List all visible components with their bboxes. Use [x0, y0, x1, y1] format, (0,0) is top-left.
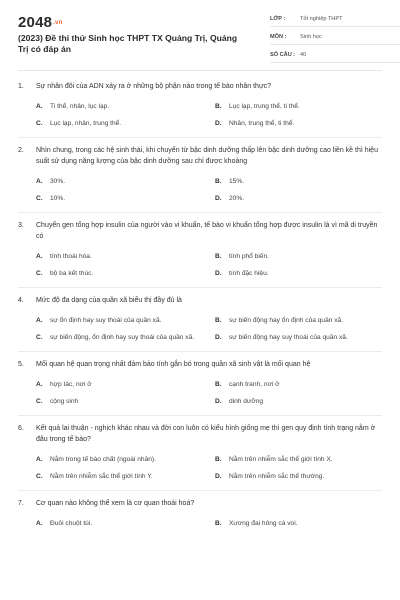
option-letter: D. — [215, 334, 222, 341]
option-a[interactable] — [36, 316, 211, 325]
option-text: sự ổn định hay suy thoái của quần xã. — [50, 317, 162, 324]
question-number: 5. — [18, 361, 24, 368]
option-a[interactable] — [36, 102, 211, 111]
meta-value: Tốt nghiệp THPT — [300, 16, 343, 22]
option-text: sự biến động hay ổn định của quần xã. — [229, 317, 344, 324]
option-text: 20%. — [229, 195, 245, 202]
option-letter: D. — [215, 270, 222, 277]
option-text: dinh dưỡng — [229, 398, 264, 405]
option-text: cộng sinh — [50, 398, 79, 405]
option-letter: B. — [215, 253, 222, 260]
option-text: Nhân, trung thể, ti thể. — [229, 120, 295, 127]
option-text: tính phổ biến. — [229, 253, 269, 260]
option-letter: A. — [36, 456, 43, 463]
question-2 — [18, 145, 382, 213]
option-letter: B. — [215, 520, 222, 527]
option-letter: B. — [215, 178, 222, 185]
option-text: Lục lạp, nhân, trung thể. — [50, 120, 122, 127]
exam-meta — [270, 12, 400, 66]
option-text: Nằm trên nhiễm sắc thể giới tính Y. — [50, 473, 153, 480]
question-text: Chuyển gen tổng hợp insulin của người vào vi khuẩn, tế bào vi khuẩn tổng hợp được insulin là vì mã di truyền có — [36, 222, 378, 240]
option-text: 10%. — [50, 195, 66, 202]
meta-label: SỐ CÂU : — [270, 52, 296, 58]
meta-value: Sinh học — [300, 34, 322, 40]
meta-row-subject — [270, 30, 400, 45]
option-d[interactable] — [215, 472, 390, 481]
option-letter: B. — [215, 381, 222, 388]
question-number: 1. — [18, 83, 24, 90]
option-letter: A. — [36, 103, 43, 110]
logo-main: 2048 — [18, 14, 53, 31]
option-a[interactable] — [36, 177, 211, 186]
option-letter: A. — [36, 253, 43, 260]
option-letter: C. — [36, 270, 43, 277]
option-letter: A. — [36, 520, 43, 527]
question-1 — [18, 81, 382, 138]
exam-title: (2023) Đề thi thử Sinh học THPT TX Quảng Trị, Quảng Trị có đáp án — [18, 33, 238, 54]
question-6 — [18, 423, 382, 491]
option-text: tính đặc hiệu. — [229, 270, 269, 277]
option-letter: D. — [215, 473, 222, 480]
question-7 — [18, 498, 382, 537]
option-c[interactable] — [36, 472, 211, 481]
option-letter: C. — [36, 195, 43, 202]
option-text: cạnh tranh, nơi ở — [229, 381, 280, 388]
option-letter: B. — [215, 456, 222, 463]
question-number: 4. — [18, 297, 24, 304]
option-c[interactable] — [36, 269, 211, 278]
option-c[interactable] — [36, 119, 211, 128]
option-list — [18, 316, 382, 342]
meta-label: LỚP : — [270, 16, 286, 22]
option-letter: D. — [215, 120, 222, 127]
option-text: sự biến động, ổn định hay suy thoái của quần xã. — [50, 334, 195, 341]
question-number: 7. — [18, 500, 24, 507]
option-b[interactable] — [215, 380, 390, 389]
option-text: bộ ba kết thúc. — [50, 270, 94, 277]
option-text: tính thoái hóa. — [50, 253, 92, 260]
option-a[interactable] — [36, 380, 211, 389]
option-list — [18, 455, 382, 481]
option-d[interactable] — [215, 194, 390, 203]
option-c[interactable] — [36, 194, 211, 203]
question-number: 3. — [18, 222, 24, 229]
option-c[interactable] — [36, 397, 211, 406]
option-letter: A. — [36, 317, 43, 324]
option-text: 30%. — [50, 178, 66, 185]
meta-value: 40 — [300, 52, 307, 58]
option-text: Xương đai hông cá voi. — [229, 520, 298, 527]
option-letter: D. — [215, 195, 222, 202]
option-text: Nằm trong tế bào chất (ngoài nhân). — [50, 456, 156, 463]
option-text: Ti thể, nhân, lục lạp. — [50, 103, 110, 110]
option-a[interactable] — [36, 519, 211, 528]
question-text: Mối quan hệ quan trọng nhất đảm bảo tính gắn bó trong quần xã sinh vật là mối quan hệ — [36, 361, 311, 368]
option-d[interactable] — [215, 269, 390, 278]
exam-header — [18, 0, 382, 71]
option-text: Nằm trên nhiễm sắc thể thường. — [229, 473, 325, 480]
option-letter: B. — [215, 317, 222, 324]
option-b[interactable] — [215, 252, 390, 261]
option-b[interactable] — [215, 102, 390, 111]
option-a[interactable] — [36, 252, 211, 261]
option-letter: D. — [215, 398, 222, 405]
option-b[interactable] — [215, 316, 390, 325]
question-number: 6. — [18, 425, 24, 432]
option-text: 15%. — [229, 178, 245, 185]
question-list — [18, 71, 382, 537]
option-c[interactable] — [36, 333, 211, 342]
question-text: Kết quả lai thuận - nghịch khác nhau và đời con luôn có kiểu hình giống mẹ thì gen quy định tính trạng nằm ở đâu trong tế bào? — [36, 425, 376, 443]
option-d[interactable] — [215, 119, 390, 128]
meta-row-count — [270, 48, 400, 63]
option-b[interactable] — [215, 177, 390, 186]
option-text: Lục lạp, trung thể, ti thể. — [229, 103, 300, 110]
option-a[interactable] — [36, 455, 211, 464]
option-letter: B. — [215, 103, 222, 110]
meta-label: MÔN : — [270, 34, 287, 40]
question-text: Sự nhân đôi của ADN xảy ra ở những bộ phận nào trong tế bào nhân thực? — [36, 83, 272, 90]
option-letter: A. — [36, 178, 43, 185]
option-list — [18, 519, 382, 528]
question-3 — [18, 220, 382, 288]
question-5 — [18, 359, 382, 416]
option-text: hợp tác, nơi ở — [50, 381, 92, 388]
option-d[interactable] — [215, 397, 390, 406]
meta-row-class — [270, 12, 400, 27]
option-d[interactable] — [215, 333, 390, 342]
option-list — [18, 102, 382, 128]
option-list — [18, 252, 382, 278]
question-4 — [18, 295, 382, 352]
question-number: 2. — [18, 147, 24, 154]
option-text: sự biến động hay suy thoái của quần xã. — [229, 334, 348, 341]
option-list — [18, 177, 382, 203]
option-letter: A. — [36, 381, 43, 388]
option-text: Đuôi chuột túi. — [50, 520, 93, 527]
option-letter: C. — [36, 398, 43, 405]
option-letter: C. — [36, 334, 43, 341]
option-letter: C. — [36, 120, 43, 127]
option-list — [18, 380, 382, 406]
option-b[interactable] — [215, 519, 390, 528]
option-letter: C. — [36, 473, 43, 480]
logo-suffix: .vn — [53, 20, 63, 27]
question-text: Cơ quan nào không thể xem là cơ quan thoái hoá? — [36, 500, 195, 507]
question-text: Nhìn chung, trong các hệ sinh thái, khi chuyển từ bậc dinh dưỡng thấp lên bậc dinh dưỡng cao liền kề thì hiệu suất sử dụng năng lượng của bậc dinh dưỡng sau chỉ được khoảng — [36, 147, 378, 165]
option-text: Nằm trên nhiễm sắc thể giới tính X. — [229, 456, 333, 463]
site-logo[interactable] — [18, 14, 62, 31]
option-b[interactable] — [215, 455, 390, 464]
question-text: Mức độ đa dạng của quần xã biểu thị đầy đủ là — [36, 297, 182, 304]
